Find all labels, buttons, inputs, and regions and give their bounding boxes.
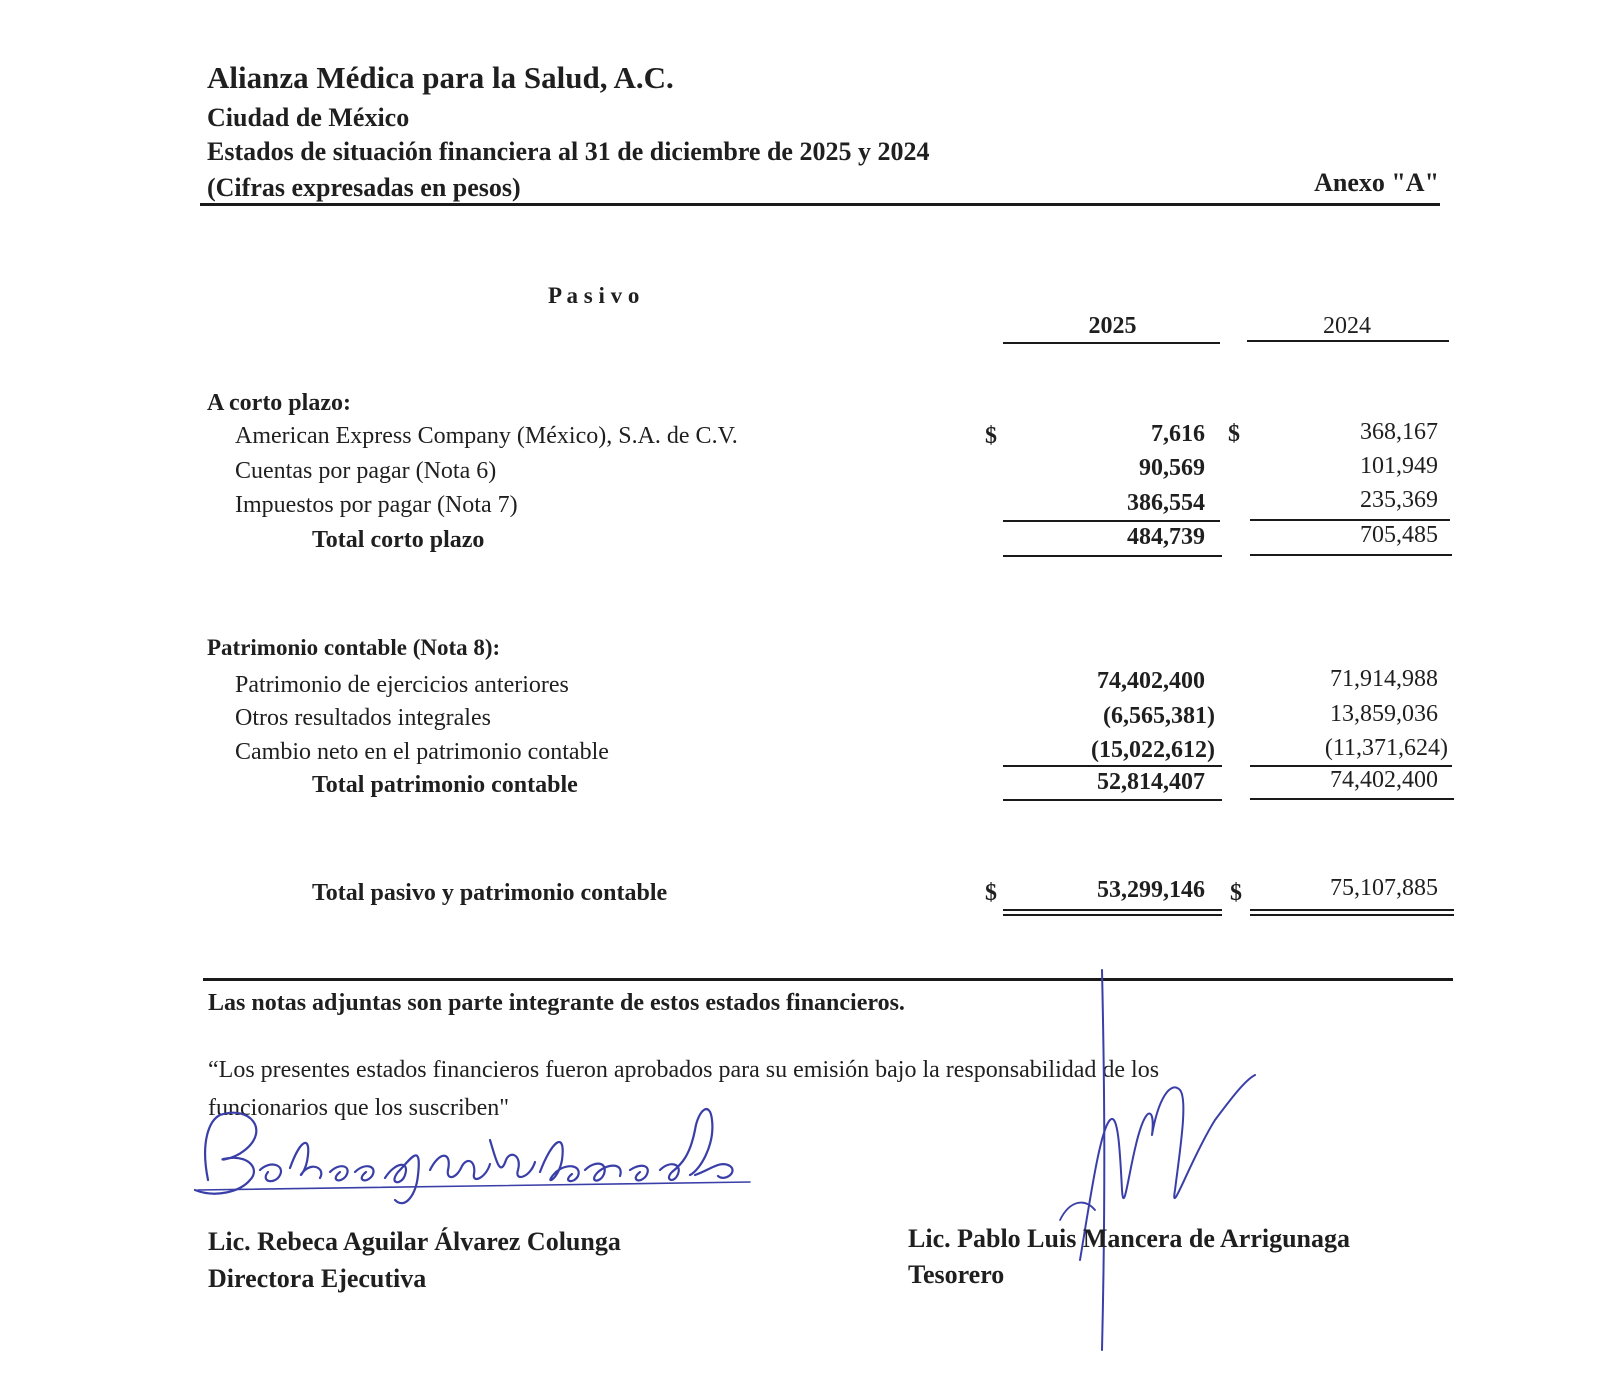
total-rule-2024 [1250,554,1452,556]
subtotal-rule-2024 [1250,519,1450,521]
amount-2025: 386,554 [1127,490,1205,516]
total-rule-2025 [1003,799,1222,801]
currency-symbol: $ [1230,880,1242,906]
notes-statement: Las notas adjuntas son parte integrante de estos estados financieros. [208,990,905,1016]
short-term-heading: A corto plazo: [207,390,351,416]
currency-symbol: $ [985,880,997,906]
city: Ciudad de México [207,103,410,132]
line-item-label: Otros resultados integrales [235,705,491,731]
line-item-label: Cambio neto en el patrimonio contable [235,739,609,765]
amount-2024: 235,369 [1360,487,1438,513]
approval-text-line-1: “Los presentes estados financieros fueron aprobados para su emisión bajo la responsabilidad de los [208,1057,1160,1083]
amount-2024: 71,914,988 [1330,666,1438,692]
total-rule-2024 [1250,798,1454,800]
line-item-label: Impuestos por pagar (Nota 7) [235,492,518,518]
signatory-name-2: Lic. Pablo Luis Mancera de Arrigunaga [908,1224,1350,1253]
amount-2024: 368,167 [1360,419,1438,445]
column-header-2025: 2025 [1088,313,1137,339]
total-equity-label: Total patrimonio contable [312,772,578,798]
grand-total-double-rule-2025 [1003,914,1222,916]
total-rule-2025 [1003,555,1222,557]
signature-pablo-mancera [1040,960,1270,1360]
signatory-title-1: Directora Ejecutiva [208,1264,427,1293]
grand-total-double-rule-2024 [1250,914,1454,916]
amount-2025: (6,565,381) [1103,703,1215,729]
total-equity-2025: 52,814,407 [1097,769,1205,795]
approval-text-line-2: funcionarios que los suscriben" [208,1095,510,1121]
amount-2024: (11,371,624) [1324,735,1448,761]
line-item-label: Patrimonio de ejercicios anteriores [235,672,569,698]
signatory-title-2: Tesorero [908,1260,1005,1289]
line-item-label: American Express Company (México), S.A. de C.V. [235,423,738,449]
total-short-term-2024: 705,485 [1360,522,1438,548]
total-equity-2024: 74,402,400 [1330,767,1438,793]
equity-heading: Patrimonio contable (Nota 8): [207,635,501,660]
total-short-term-2025: 484,739 [1127,524,1205,550]
subtotal-rule-2025 [1003,520,1220,522]
grand-total-double-rule-2024 [1250,909,1454,911]
column-header-rule-2024 [1247,340,1449,342]
amount-2024: 13,859,036 [1330,701,1438,727]
header-rule [200,203,1440,206]
amount-2025: 7,616 [1151,421,1205,447]
amount-2025: (15,022,612) [1091,737,1215,763]
amount-2024: 101,949 [1360,453,1438,479]
signatory-name-1: Lic. Rebeca Aguilar Álvarez Colunga [208,1227,621,1256]
units-note: (Cifras expresadas en pesos) [207,173,521,202]
amount-2025: 74,402,400 [1097,668,1205,694]
statement-title: Estados de situación financiera al 31 de diciembre de 2025 y 2024 [207,137,930,166]
total-short-term-label: Total corto plazo [312,527,485,553]
annex-label: Anexo "A" [1314,168,1439,197]
section-title: P a s i v o [548,283,640,308]
grand-total-2025: 53,299,146 [1097,877,1205,903]
grand-total-label: Total pasivo y patrimonio contable [312,880,668,906]
organization-name: Alianza Médica para la Salud, A.C. [207,60,674,95]
line-item-label: Cuentas por pagar (Nota 6) [235,458,497,484]
currency-symbol: $ [985,423,997,449]
grand-total-double-rule-2025 [1003,909,1222,911]
amount-2025: 90,569 [1139,455,1205,481]
column-header-2024: 2024 [1323,313,1371,339]
grand-total-2024: 75,107,885 [1330,875,1438,901]
currency-symbol: $ [1228,421,1240,447]
column-header-rule-2025 [1003,342,1220,344]
subtotal-rule-2025 [1003,765,1222,767]
